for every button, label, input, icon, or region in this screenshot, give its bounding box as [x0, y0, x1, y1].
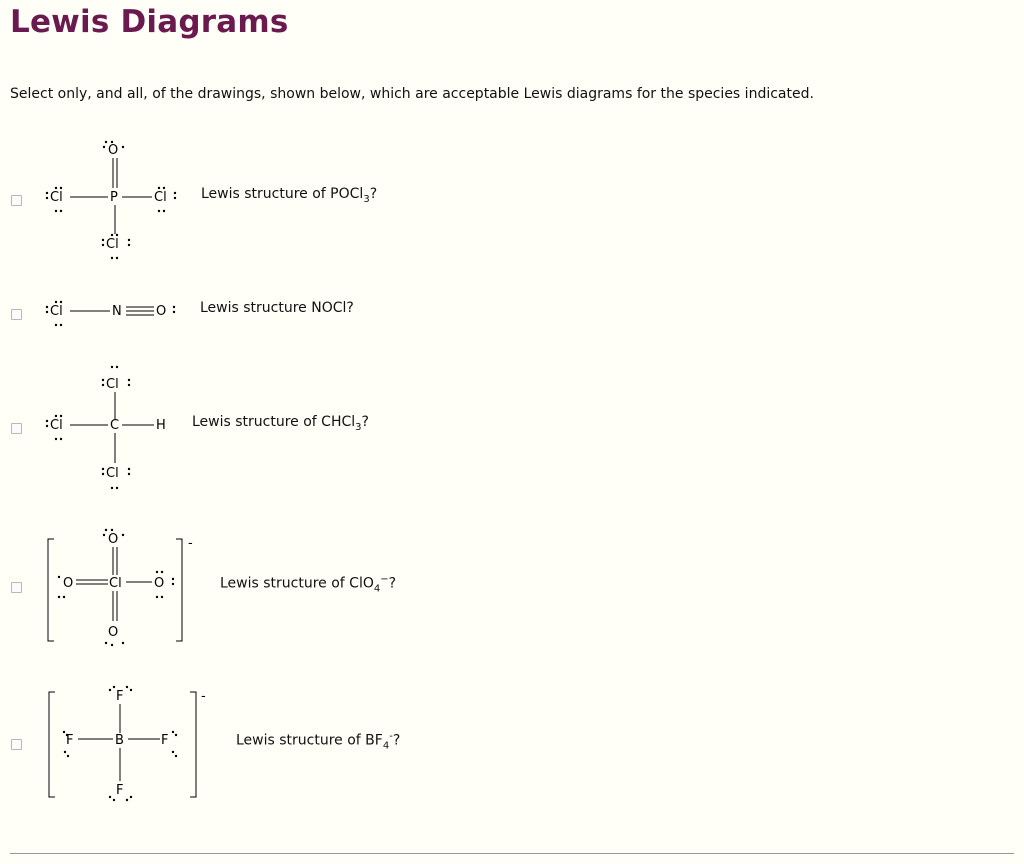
atom-f-right: F — [161, 733, 169, 748]
page-title: Lewis Diagrams — [10, 4, 289, 40]
atom-b-center: B — [115, 733, 124, 748]
atom-cl-bottom: Cl — [106, 466, 119, 481]
charge-label: - — [201, 689, 206, 704]
checkbox-pocl3[interactable] — [11, 195, 22, 206]
checkbox-clo4[interactable] — [11, 582, 22, 593]
lewis-diagram-chcl3 — [40, 362, 190, 497]
bottom-divider — [10, 853, 1014, 854]
charge-label: - — [188, 536, 193, 551]
atom-o-left: O — [63, 576, 74, 591]
atom-o-bottom: O — [108, 625, 119, 640]
checkbox-chcl3[interactable] — [11, 423, 22, 434]
lewis-diagram-clo4 — [40, 525, 210, 655]
atom-cl-right: Cl — [154, 190, 167, 205]
atom-o-right: O — [154, 576, 165, 591]
atom-o-right: O — [156, 304, 167, 319]
atom-o-top: O — [108, 532, 119, 547]
atom-h-right: H — [156, 418, 166, 433]
instructions-text: Select only, and all, of the drawings, shown below, which are acceptable Lewis diagrams for the species indicated. — [10, 86, 814, 102]
atom-cl-top: Cl — [106, 377, 119, 392]
atom-f-left: F — [66, 733, 74, 748]
atom-n-center: N — [112, 304, 122, 319]
atom-cl-left: Cl — [50, 418, 63, 433]
lewis-diagram-bf4 — [40, 680, 220, 805]
question-label-pocl3: Lewis structure of POCl$_3$? — [201, 186, 378, 205]
lewis-diagram-nocl — [40, 290, 190, 340]
checkbox-bf4[interactable] — [11, 739, 22, 750]
atom-cl-center: Cl — [109, 576, 122, 591]
atom-cl-left: Cl — [50, 190, 63, 205]
question-label-chcl3: Lewis structure of CHCl$_3$? — [192, 414, 369, 433]
atom-cl-bottom: Cl — [106, 237, 119, 252]
question-label-clo4: Lewis structure of ClO$_4$−? — [220, 574, 397, 595]
question-label-nocl: Lewis structure NOCl? — [200, 300, 354, 316]
atom-f-bottom: F — [116, 783, 124, 798]
atom-o-top: O — [108, 143, 119, 158]
lewis-diagram-pocl3 — [40, 135, 190, 265]
atom-cl-left: Cl — [50, 304, 63, 319]
atom-c-center: C — [110, 418, 120, 433]
checkbox-nocl[interactable] — [11, 309, 22, 320]
atom-p-center: P — [110, 190, 118, 205]
question-label-bf4: Lewis structure of $BF_4^-$? — [236, 731, 401, 752]
atom-f-top: F — [116, 689, 124, 704]
